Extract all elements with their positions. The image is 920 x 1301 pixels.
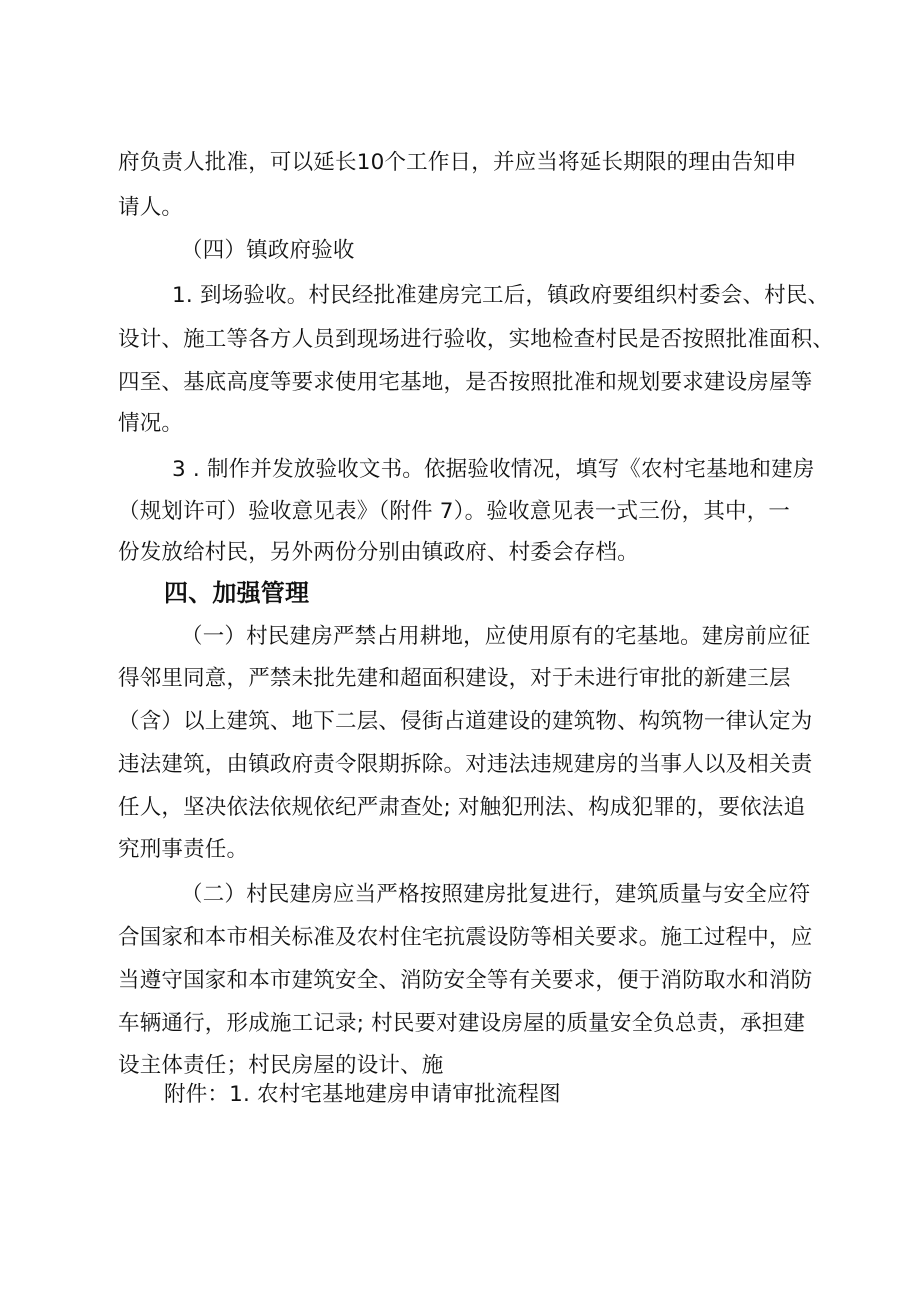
paragraph-line: 设主体责任；村民房屋的设计、施 <box>118 1053 444 1078</box>
paragraph-line: 车辆通行，形成施工记录; 村民要对建设房屋的质量安全负总责，承担建 <box>118 1011 806 1036</box>
paragraph-line: 份发放给村民，另外两份分别由镇政府、村委会存档。 <box>118 540 639 565</box>
paragraph-line: （含）以上建筑、地下二层、侵街占道建设的建筑物、构筑物一律认定为 <box>118 709 813 734</box>
paragraph-line: 任人，坚决依法依规依纪严肃查处; 对触犯刑法、构成犯罪的，要依法追 <box>118 795 806 820</box>
section-subheading: （四）镇政府验收 <box>181 238 355 263</box>
paragraph-line: 3 . 制作并发放验收文书。依据验收情况，填写《农村宅基地和建房 <box>172 457 815 482</box>
paragraph-line: 请人。 <box>118 195 184 220</box>
paragraph-line: 四至、基底高度等要求使用宅基地，是否按照批准和规划要求建设房屋等 <box>118 370 813 395</box>
attachment-line: 附件：1. 农村宅基地建房申请审批流程图 <box>164 1082 561 1107</box>
paragraph-line: （规划许可）验收意见表》（附件 7）。验收意见表一式三份，其中，一 <box>118 499 791 524</box>
paragraph-line: 设计、施工等各方人员到现场进行验收，实地检查村民是否按照批准面积、 <box>118 327 835 352</box>
paragraph-line: 1. 到场验收。村民经批准建房完工后，镇政府要组织村委会、村民、 <box>172 283 830 308</box>
paragraph-line: （二）村民建房应当严格按照建房批复进行，建筑质量与安全应符 <box>181 882 811 907</box>
section-heading: 四、加强管理 <box>164 579 310 607</box>
paragraph-line: 府负责人批准，可以延长10个工作日，并应当将延长期限的理由告知申 <box>118 150 797 175</box>
paragraph-line: 合国家和本市相关标准及农村住宅抗震设防等相关要求。施工过程中，应 <box>118 925 813 950</box>
paragraph-line: 当遵守国家和本市建筑安全、消防安全等有关要求，便于消防取水和消防 <box>118 968 813 993</box>
paragraph-line: 得邻里同意，严禁未批先建和超面积建设，对于未进行审批的新建三层 <box>118 666 791 691</box>
paragraph-line: 违法建筑，由镇政府责令限期拆除。对违法违规建房的当事人以及相关责 <box>118 752 813 777</box>
paragraph-line: 情况。 <box>118 411 184 436</box>
paragraph-line: （一）村民建房严禁占用耕地，应使用原有的宅基地。建房前应征 <box>181 624 811 649</box>
paragraph-line: 究刑事责任。 <box>118 837 249 862</box>
